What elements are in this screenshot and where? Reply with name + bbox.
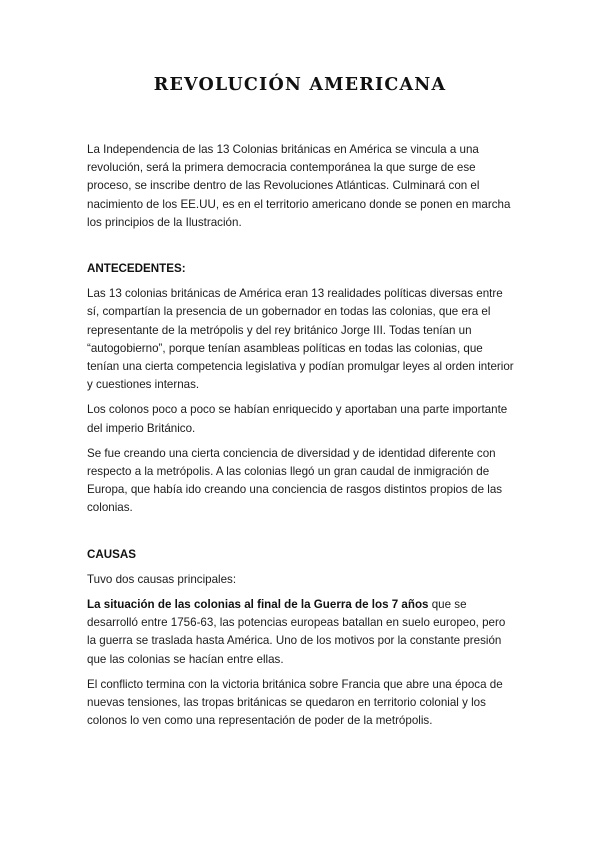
section-heading-causas: CAUSAS	[87, 547, 136, 561]
antecedentes-paragraph-2: Los colonos poco a poco se habían enriquecido y aportaban una parte importante del imperio Británico.	[87, 403, 508, 435]
antecedentes-paragraph-1: Las 13 colonias británicas de América eran 13 realidades políticas diversas entre sí, compartían la presencia de un gobernador en todas las colonias, que era el representante de la metrópolis y del rey británico Jorge III. Todas tenían un “autogobierno”, porque tenían asambleas políticas en todas las colonias, que tenían una cierta competencia legislativa y podían promulgar leyes al orden interior y cuestiones internas.	[87, 287, 514, 392]
page-title: REVOLUCIÓN AMERICANA	[153, 75, 447, 95]
antecedentes-paragraph-3: Se fue creando una cierta conciencia de diversidad y de identidad diferente con respecto a la metrópolis. A las colonias llegó un gran caudal de inmigración de Europa, que había ido creando una conciencia de rasgos distintos propios de las colonias.	[87, 446, 503, 515]
causas-paragraph-1-rest: que se desarrolló entre 1756-63, las potencias europeas batallan en suelo europeo, pero la guerra se traslada hasta América. Uno de los motivos por la constante presión que las colonias se hacían entre ellas.	[87, 598, 506, 666]
section-heading-antecedentes: ANTECEDENTES:	[87, 262, 186, 276]
causas-paragraph-2: El conflicto termina con la victoria británica sobre Francia que abre una época de nuevas tensiones, las tropas británicas se quedaron en territorio colonial y los colonos lo ven como una representación de poder de la metrópolis.	[87, 677, 503, 728]
causas-paragraph-1	[87, 596, 515, 669]
causas-bold-lead: La situación de las colonias al final de la Guerra de los 7 años	[87, 598, 429, 612]
document-body	[87, 141, 515, 730]
causas-intro-paragraph: Tuvo dos causas principales:	[87, 572, 237, 586]
intro-paragraph: La Independencia de las 13 Colonias británicas en América se vincula a una revolución, será la primera democracia contemporánea la que surge de ese proceso, se inscribe dentro de las Revoluciones Atlánticas. Culminará con el nacimiento de los EE.UU, es en el territorio americano donde se ponen en marcha los principios de la Ilustración.	[87, 143, 511, 229]
